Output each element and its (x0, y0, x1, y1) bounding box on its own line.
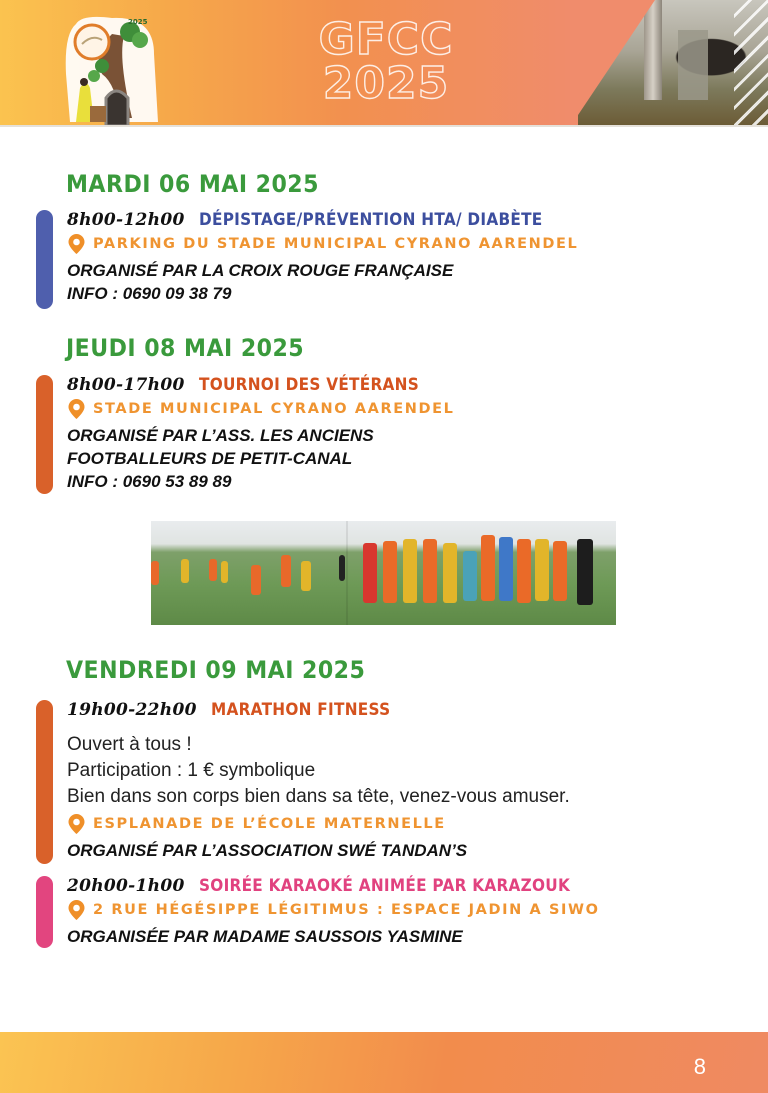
football-photo (151, 521, 616, 625)
event-name: MARATHON FITNESS (210, 700, 391, 720)
event-name: DÉPISTAGE/PRÉVENTION HTA/ DIABÈTE (198, 210, 543, 230)
event-time: 8h00-12h00 (67, 210, 185, 230)
event-time: 19h00-22h00 (67, 700, 197, 720)
event-location: 2 RUE HÉGÉSIPPE LÉGITIMUS : ESPACE JADIN A SIWO (93, 902, 600, 918)
header-divider (0, 125, 768, 127)
map-pin-icon (67, 398, 86, 420)
title-line-1: GFCC (318, 14, 454, 65)
event-info-phone: INFO : 0690 09 38 79 (67, 284, 232, 303)
event-description-line: Ouvert à tous ! (67, 734, 192, 755)
event-organizer: ORGANISÉE PAR MADAME SAUSSOIS YASMINE (67, 927, 463, 946)
event-card (36, 700, 736, 864)
title-line-2: 2025 (322, 58, 450, 109)
event-location: PARKING DU STADE MUNICIPAL CYRANO AARENDEL (93, 236, 579, 252)
day-heading: MARDI 06 MAI 2025 (66, 170, 319, 198)
event-time: 8h00-17h00 (67, 375, 185, 395)
event-description-line: Bien dans son corps bien dans sa tête, venez-vous amuser. (67, 786, 570, 807)
event-organizer: ORGANISÉ PAR L’ASSOCIATION SWÉ TANDAN’S (67, 841, 468, 860)
event-location: ESPLANADE DE L’ÉCOLE MATERNELLE (93, 816, 446, 832)
header-banner (0, 0, 768, 127)
event-color-bar (36, 700, 53, 864)
stone-wall-graphic (678, 30, 708, 100)
svg-text:2025: 2025 (128, 18, 148, 26)
event-color-bar (36, 210, 53, 309)
event-color-bar (36, 375, 53, 494)
day-heading: JEUDI 08 MAI 2025 (66, 334, 305, 362)
event-organizer-line-2: FOOTBALLEURS DE PETIT-CANAL (67, 449, 353, 468)
event-card (36, 876, 736, 948)
page-number: 8 (693, 1054, 706, 1079)
event-info-phone: INFO : 0690 53 89 89 (67, 472, 232, 491)
event-name: SOIRÉE KARAOKÉ ANIMÉE PAR KARAZOUK (198, 876, 570, 896)
event-description-line: Participation : 1 € symbolique (67, 760, 316, 781)
event-color-bar (36, 876, 53, 948)
map-pin-icon (67, 233, 86, 255)
day-heading: VENDREDI 09 MAI 2025 (66, 656, 366, 684)
header-triangle-shape (570, 0, 655, 127)
map-pin-icon (67, 813, 86, 835)
footer-band (0, 1032, 768, 1093)
photo-separator (346, 521, 348, 625)
map-pin-icon (67, 899, 86, 921)
event-card (36, 375, 736, 495)
event-card (36, 210, 736, 310)
event-time: 20h00-1h00 (67, 876, 185, 896)
event-organizer-line-1: ORGANISÉ PAR L’ASS. LES ANCIENS (67, 426, 374, 445)
gfcc-title (316, 14, 456, 109)
festival-logo (62, 14, 162, 126)
header-stripes-decoration (734, 0, 768, 127)
event-organizer: ORGANISÉ PAR LA CROIX ROUGE FRANÇAISE (67, 261, 454, 280)
event-location: STADE MUNICIPAL CYRANO AARENDEL (93, 401, 455, 417)
event-name: TOURNOI DES VÉTÉRANS (198, 375, 419, 395)
